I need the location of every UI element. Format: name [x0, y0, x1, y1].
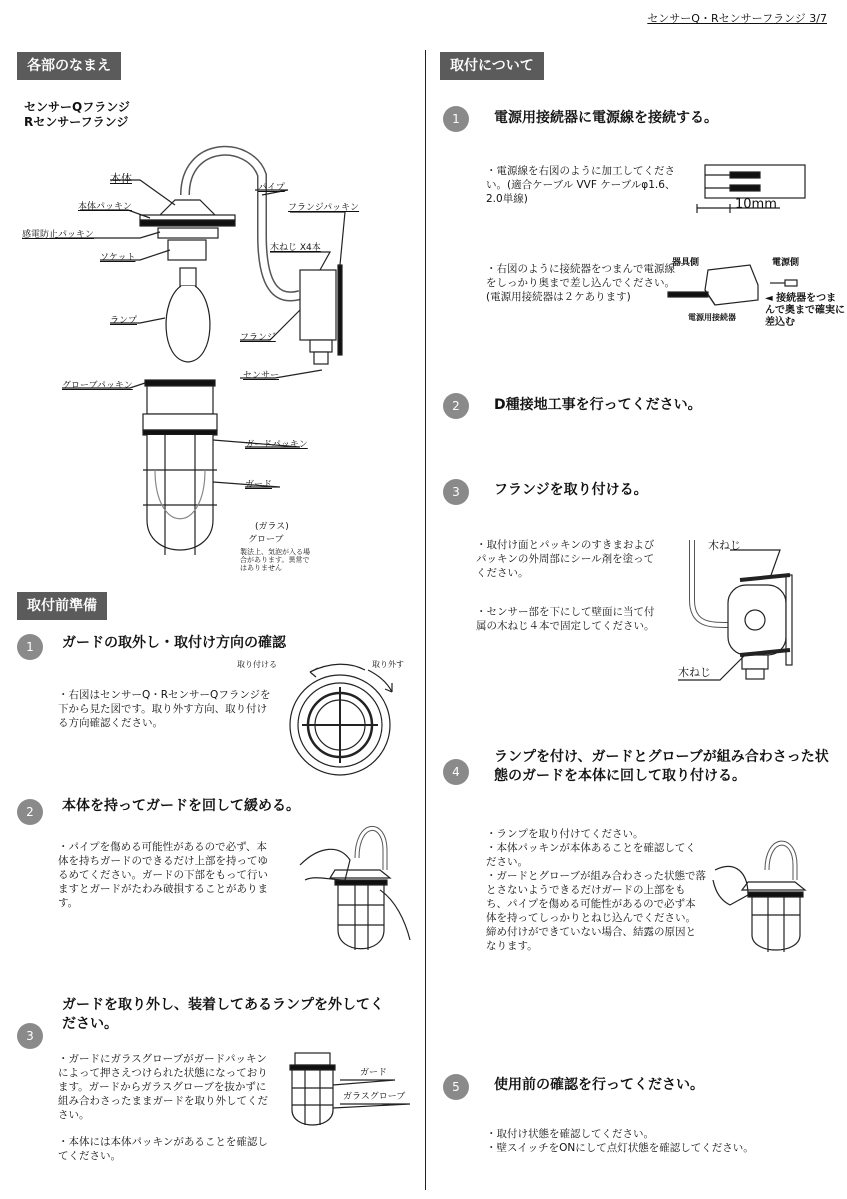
install-step-4-number: 4 — [443, 759, 469, 785]
label-body-packing: 本体パッキン — [78, 202, 132, 212]
label-lamp: ランプ — [110, 316, 138, 326]
prep-step-1-text: ・右図はセンサーQ・RセンサーQフランジを下から見た図です。取り外す方向、取り付ける方向確認ください。 — [58, 689, 271, 729]
connector-label: 電源用接続器 — [688, 313, 736, 322]
label-socket: ソケット — [100, 253, 136, 263]
install-step-3-number: 3 — [443, 479, 469, 505]
attach-label: 取り付ける — [237, 660, 277, 669]
label-globe-packing: グローブパッキン — [62, 381, 133, 391]
label-shock-packing: 感電防止パッキン — [22, 230, 94, 240]
prep-step-2-title: 本体を持ってガードを回して緩める。 — [62, 798, 300, 814]
label-globe-note: 製法上、気泡が入る場合があります。異常ではありません — [240, 548, 310, 572]
install-step-5-title: 使用前の確認を行ってください。 — [494, 1077, 704, 1093]
install-step-1-text-2: ・右図のように接続器をつまんで電源線をしっかり奥まで差し込んでください。(電源用接続器は２ケあります) — [486, 263, 675, 303]
label-guard-packing: ガードパッキン — [245, 440, 308, 450]
install-step-1-number: 1 — [443, 106, 469, 132]
install-step-2-number: 2 — [443, 393, 469, 419]
label-body: 本体 — [110, 172, 132, 185]
install-step-4-bullet-3: ・ガードとグローブが組み合わさった状態で落とさないようできるだけガードの上部をもち、パイプを傷める可能性があるので必ず本体を持ってしっかりとねじ込んでください。締め付けができていない場合、結露の原因となります。 — [486, 870, 706, 952]
label-wood-screw: 木ねじ X4本 — [270, 243, 321, 253]
label-globe: グローブ — [248, 535, 284, 545]
prep-step-3-number: 3 — [17, 1023, 43, 1049]
wood-screw-label-bottom: 木ねじ — [678, 666, 711, 679]
pinch-note: ◄ 接続器をつまんで奥まで確実に差込む — [765, 293, 845, 328]
page-header: センサーQ・Rセンサーフランジ 3/7 — [647, 12, 827, 25]
install-step-5-bullet-1: ・取付け状態を確認してください。 — [486, 1128, 654, 1140]
wire-dimension: 10mm — [735, 197, 777, 212]
install-step-5-number: 5 — [443, 1074, 469, 1100]
install-step-4-title: ランプを付け、ガードとグローブが組み合わさった状態のガードを本体に回して取り付ける。 — [494, 749, 829, 784]
label-flange: フランジ — [240, 333, 276, 343]
product-name-2: Rセンサーフランジ — [24, 115, 129, 129]
detach-label: 取り外す — [372, 660, 404, 669]
prep-step-2-text: ・パイプを傷める可能性があるので必ず、本体を持ちガードのできるだけ上部を持ってゆるめてください。ガードの下部をもって行いますとガードがたわみ破損することがあります。 — [58, 841, 268, 909]
label-glass-globe: ガラスグローブ — [343, 1092, 406, 1102]
install-step-4-bullet-2: ・本体パッキンが本体あることを確認してください。 — [486, 842, 696, 868]
label-guard: ガード — [245, 480, 273, 490]
label-guard-small: ガード — [360, 1068, 388, 1078]
wood-screw-label-top: 木ねじ — [708, 539, 741, 552]
label-glass: (ガラス) — [255, 522, 289, 532]
install-step-1-title: 電源用接続器に電源線を接続する。 — [494, 110, 718, 126]
install-step-3-title: フランジを取り付ける。 — [494, 482, 648, 498]
prep-step-2-number: 2 — [17, 799, 43, 825]
prep-step-1-number: 1 — [17, 634, 43, 660]
label-pipe: パイプ — [258, 183, 285, 193]
prep-step-3-text-1: ・ガードにガラスグローブがガードパッキンによって押さえつけられた状態になっております。ガードからガラスグローブを抜かずに組み合わさったままガードを取り外してください。 — [58, 1053, 268, 1121]
install-step-3-text-2: ・センサー部を下にして壁面に当て付属の木ねじ４本で固定してください。 — [476, 606, 655, 632]
label-sensor: センサー — [243, 371, 280, 381]
install-step-2-title: D種接地工事を行ってください。 — [494, 397, 702, 413]
product-name-1: センサーQフランジ — [24, 100, 130, 114]
install-step-1-text-1: ・電源線を右図のように加工してください。(適合ケーブル VVF ケーブルφ1.6、2.0単線) — [486, 165, 676, 205]
install-step-3-text-1: ・取付け面とパッキンのすきまおよびパッキンの外周部にシール剤を塗ってください。 — [476, 539, 655, 579]
prep-step-3-text-2: ・本体には本体パッキンがあることを確認してください。 — [58, 1136, 268, 1162]
install-step-4-bullet-1: ・ランプを取り付けてください。 — [486, 828, 644, 840]
prep-step-1-title: ガードの取外し・取付け方向の確認 — [62, 635, 286, 651]
install-step-5-bullet-2: ・壁スイッチをONにして点灯状態を確認してください。 — [486, 1142, 754, 1154]
fixture-side-label: 器具側 — [672, 258, 700, 268]
label-flange-packing: フランジパッキン — [288, 203, 360, 213]
power-side-label: 電源側 — [772, 258, 800, 268]
install-step-5-bullets — [486, 1127, 806, 1155]
prep-step-3-title: ガードを取り外し、装着してあるランプを外してください。 — [62, 997, 384, 1032]
parts-section-title: 各部のなまえ — [17, 52, 121, 80]
install-section-title: 取付について — [440, 52, 544, 80]
prep-section-title: 取付前準備 — [17, 592, 107, 620]
